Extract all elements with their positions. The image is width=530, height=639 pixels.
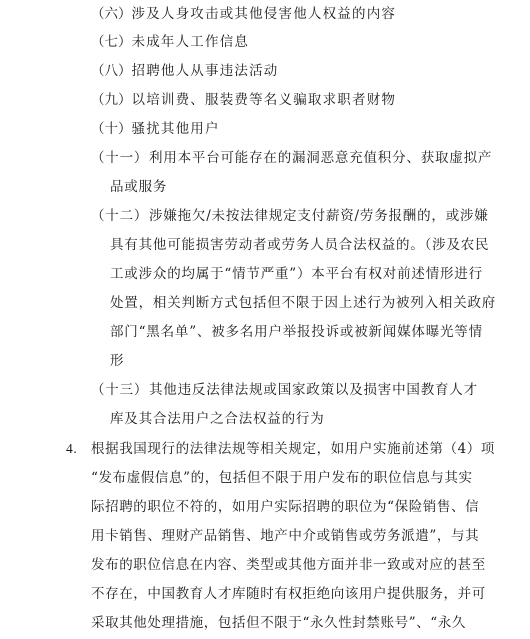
list-item-7 — [91, 28, 496, 57]
item-text: 涉及人身攻击或其他侵害他人权益的内容 — [131, 6, 397, 22]
paragraph-line: “发布虚假信息”的，包括但不限于用户发布的职位信息与其实 — [91, 470, 473, 486]
paragraph-line: 发布的职位信息在内容、类型或其他方面并非一致或对应的甚至 — [91, 557, 486, 573]
paragraph-line: 际招聘的职位不符的，如用户实际招聘的职位为“保险销售、信 — [91, 499, 480, 515]
list-item-6 — [91, 0, 496, 29]
item-line: 品或服务 — [110, 179, 168, 195]
item-number: （十二） — [91, 208, 149, 224]
list-item-12 — [91, 202, 496, 376]
item-line: 具有其他可能损害劳动者或劳务人员合法权益的。（涉及农民 — [110, 237, 490, 253]
list-item-10 — [91, 115, 496, 144]
item-number: （十三） — [91, 382, 149, 398]
item-text: 涉嫌拖欠/未按法律规定支付薪资/劳务报酬的，或涉嫌 — [149, 208, 489, 224]
paragraph-line: 不存在，中国教育人才库随时有权拒绝向该用户提供服务，并可 — [91, 586, 486, 602]
paragraph-line — [66, 434, 496, 464]
item-line: 处置，相关判断方式包括但不限于因上述行为被列入相关政府 — [110, 295, 497, 311]
item-text: 利用本平台可能存在的漏洞恶意充值积分、获取虚拟产 — [149, 150, 493, 166]
list-item-13 — [91, 376, 496, 434]
list-item-8 — [91, 57, 496, 86]
item-text: 其他违反法律法规或国家政策以及损害中国教育人才 — [149, 382, 478, 398]
item-number: （七） — [91, 34, 132, 50]
item-line — [91, 376, 496, 405]
paragraph-4 — [66, 434, 496, 638]
item-line: 工或涉众的均属于“情节严重”）本平台有权对前述情形进行 — [110, 266, 483, 282]
item-line: 库及其合法用户之合法权益的行为 — [110, 411, 325, 427]
list-item-11 — [91, 144, 496, 202]
paragraph-line: 用卡销售、理财产品销售、地产中介或销售或劳务派遣”，与其 — [91, 528, 480, 544]
item-line — [91, 144, 496, 173]
item-line: 形 — [110, 353, 125, 369]
paragraph-text: 根据我国现行的法律法规等相关规定，如用户实施前述第（4）项 — [91, 441, 495, 457]
item-text: 未成年人工作信息 — [131, 34, 250, 50]
item-number: （十一） — [91, 150, 149, 166]
paragraph-line: 采取其他处理措施，包括但不限于“永久性封禁账号”、“永久 — [91, 615, 467, 631]
item-line: 部门“黑名单”、被多名用户举报投诉或被新闻媒体曝光等情 — [110, 324, 483, 340]
item-text: 招聘他人从事违法活动 — [131, 63, 279, 79]
item-number: （六） — [91, 6, 132, 22]
item-text: 骚扰其他用户 — [131, 121, 220, 137]
item-number: （九） — [91, 92, 132, 108]
item-line — [91, 202, 496, 231]
list-item-9 — [91, 86, 496, 115]
item-number: （十） — [91, 121, 132, 137]
item-number: （八） — [91, 63, 132, 79]
paragraph-number: 4. — [66, 441, 78, 456]
item-text: 以培训费、服装费等名义骗取求职者财物 — [131, 92, 397, 108]
